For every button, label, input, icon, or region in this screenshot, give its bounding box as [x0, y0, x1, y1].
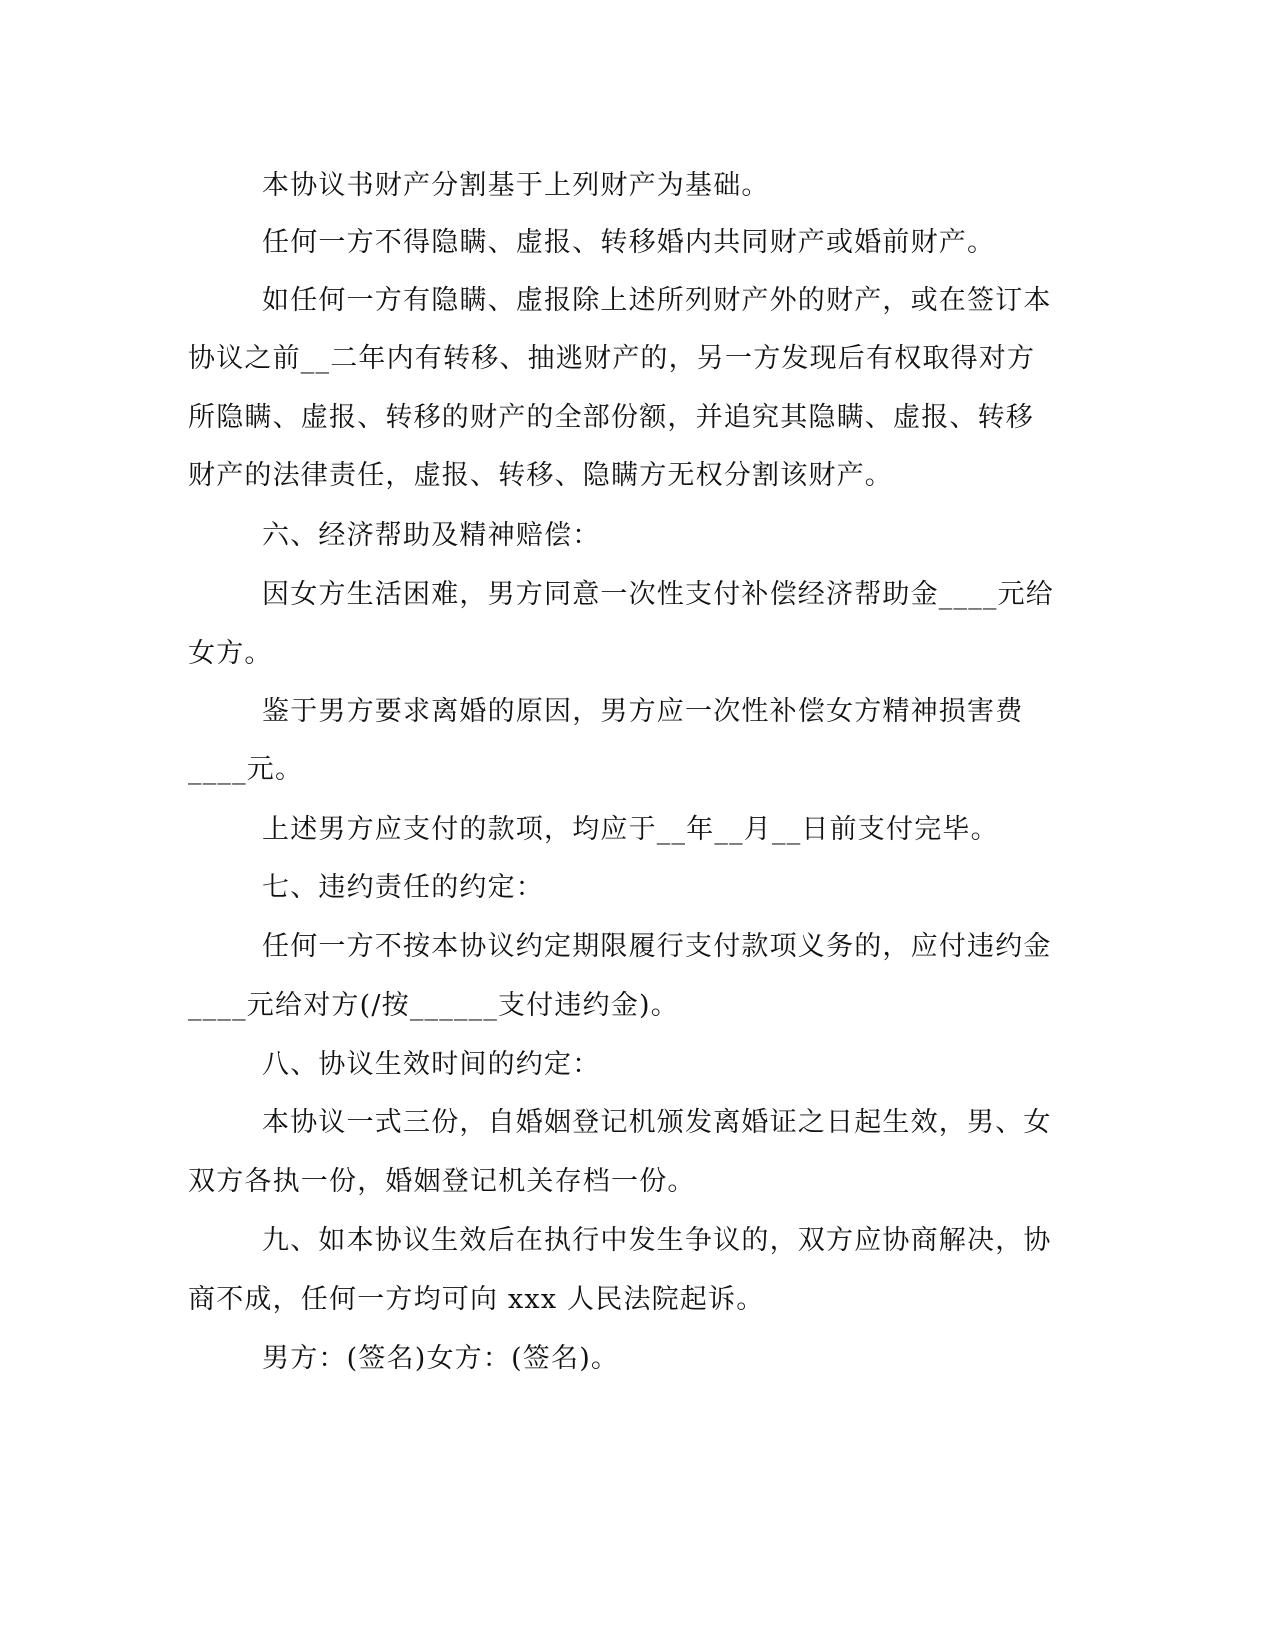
paragraph-line: 商不成，任何一方均可向 xxx 人民法院起诉。 — [188, 1284, 765, 1315]
paragraph-line: 本协议一式三份，自婚姻登记机颁发离婚证之日起生效，男、女 — [262, 1107, 1052, 1138]
section-heading: 六、经济帮助及精神赔偿： — [262, 520, 601, 551]
section-heading: 七、违约责任的约定： — [262, 872, 544, 903]
paragraph-line: 协议之前__二年内有转移、抽逃财产的，另一方发现后有权取得对方 — [188, 343, 1036, 374]
paragraph-line: 所隐瞒、虚报、转移的财产的全部份额，并追究其隐瞒、虚报、转移 — [188, 402, 1034, 433]
paragraph-line: 任何一方不得隐瞒、虚报、转移婚内共同财产或婚前财产。 — [262, 227, 996, 258]
paragraph-line: ____元给对方(/按______支付违约金)。 — [188, 990, 679, 1021]
paragraph-line: 如任何一方有隐瞒、虚报除上述所列财产外的财产，或在签订本 — [262, 285, 1052, 316]
paragraph-line: 女方。 — [188, 638, 273, 669]
paragraph-line: ____元。 — [188, 754, 304, 785]
signature-line: 男方：(签名)女方：(签名)。 — [262, 1343, 620, 1374]
paragraph-line: 鉴于男方要求离婚的原因，男方应一次性补偿女方精神损害费 — [262, 696, 1024, 727]
paragraph-line: 财产的法律责任，虚报、转移、隐瞒方无权分割该财产。 — [188, 460, 893, 491]
paragraph-line: 因女方生活困难，男方同意一次性支付补偿经济帮助金____元给 — [262, 579, 1054, 610]
paragraph-line: 九、如本协议生效后在执行中发生争议的，双方应协商解决，协 — [262, 1225, 1052, 1256]
paragraph-line: 双方各执一份，婚姻登记机关存档一份。 — [188, 1166, 696, 1197]
section-heading: 八、协议生效时间的约定： — [262, 1049, 601, 1080]
paragraph-line: 任何一方不按本协议约定期限履行支付款项义务的，应付违约金 — [262, 931, 1052, 962]
paragraph-line: 本协议书财产分割基于上列财产为基础。 — [262, 170, 770, 201]
paragraph-line: 上述男方应支付的款项，均应于__年__月__日前支付完毕。 — [262, 814, 999, 845]
